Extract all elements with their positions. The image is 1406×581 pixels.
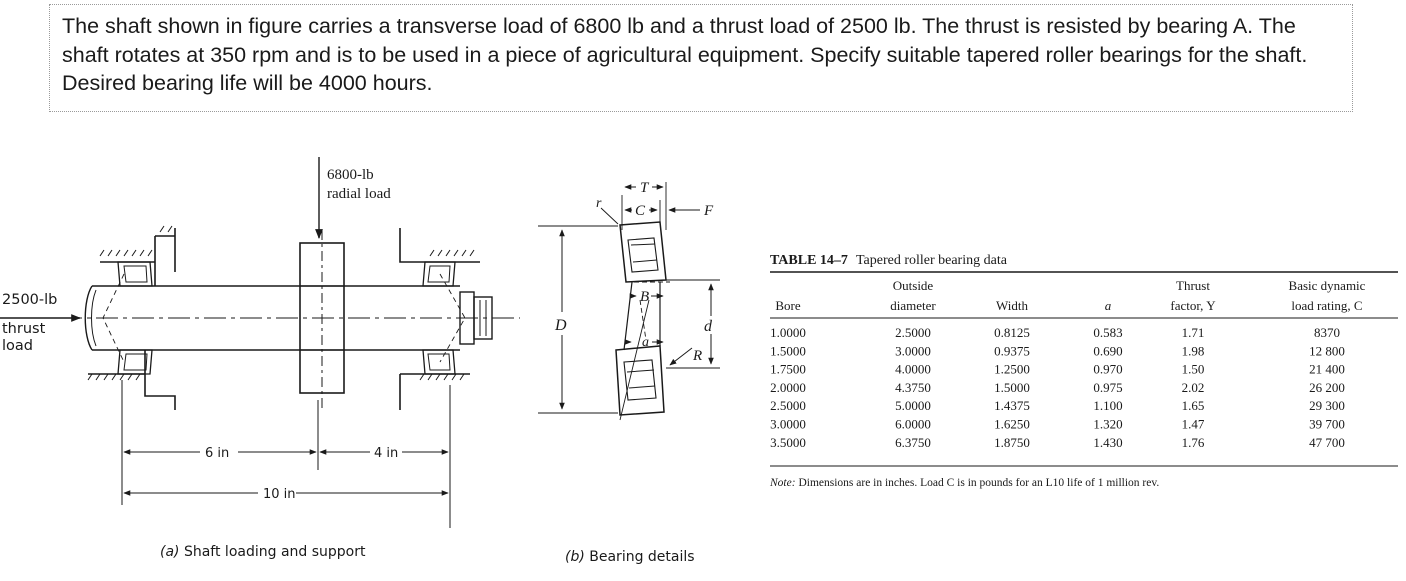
table-header-1-1: diameter [890, 298, 936, 313]
table-header-4-1: factor, Y [1170, 298, 1216, 313]
table-cell: 0.970 [1093, 361, 1123, 377]
table-cell: 1.5000 [994, 379, 1030, 395]
label-T: T [640, 180, 649, 196]
table-cell: 0.975 [1093, 379, 1123, 395]
label-F: F [704, 203, 714, 219]
label-R: R [693, 348, 703, 364]
problem-text: The shaft shown in figure carries a transverse load of 6800 lb and a thrust load of 2500 lb. The thrust is resisted by bearing A. The shaft rotates at 350 rpm and is to be used in a piece of agricultural equipment. Specify suitable tapered roller bearings for the shaft. Desired bearing life will be 4000 hours. [62, 14, 1308, 95]
table-cell: 4.0000 [895, 361, 931, 377]
table-cell: 29 300 [1309, 398, 1345, 414]
table-cell: 1.98 [1181, 343, 1205, 359]
bearing-data-table [769, 253, 1398, 489]
table-cell: 6.3750 [895, 434, 931, 450]
table-cell: 1.8750 [994, 434, 1030, 450]
table-cell: 1.65 [1181, 398, 1205, 414]
table-header-1-0: Outside [892, 278, 934, 293]
radial-load-label-2: radial load [327, 186, 391, 202]
table-cell: 8370 [1314, 325, 1340, 340]
label-C: C [635, 203, 646, 219]
table-cell: 1.6250 [994, 416, 1030, 432]
caption-b: (b) Bearing details [565, 549, 695, 565]
label-B: B [640, 289, 650, 305]
dim-4in: 4 in [374, 446, 399, 461]
table-cell: 1.5000 [770, 343, 806, 359]
table-note: Note: Dimensions are in inches. Load C is in pounds for an L10 life of 1 million rev. [770, 477, 1160, 489]
table-cell: 4.3750 [895, 379, 931, 395]
table-cell: 26 200 [1309, 379, 1345, 395]
table-cell: 1.0000 [770, 325, 806, 340]
table-cell: 2.5000 [770, 398, 806, 414]
table-cell: 1.7500 [770, 361, 806, 377]
caption-a: (a) Shaft loading and support [160, 544, 366, 560]
label-d: d [704, 318, 712, 335]
table-cell: 6.0000 [895, 416, 931, 432]
label-a: a [642, 335, 649, 350]
label-r: r [596, 196, 602, 211]
table-cell: 0.8125 [994, 325, 1030, 340]
table-header-5-0: Basic dynamic [1288, 278, 1366, 293]
table-cell: 47 700 [1309, 434, 1345, 450]
thrust-label-3: load [2, 338, 33, 354]
table-cell: 0.583 [1093, 325, 1123, 340]
bearing-cup-top [620, 222, 666, 282]
bearing-cup-bottom [616, 346, 664, 415]
table-cell: 0.9375 [994, 343, 1030, 359]
table-cell: 1.47 [1181, 416, 1205, 432]
table-header-4-0: Thrust [1176, 278, 1210, 293]
table-cell: 3.0000 [770, 416, 806, 432]
table-cell: 1.4375 [994, 398, 1030, 414]
table-cell: 3.5000 [770, 434, 806, 450]
table-cell: 1.430 [1093, 434, 1123, 450]
table-cell: 2.0000 [770, 379, 806, 395]
radial-load-label-1: 6800-lb [327, 167, 374, 183]
table-cell: 0.690 [1093, 343, 1123, 359]
label-D: D [555, 317, 567, 334]
table-cell: 39 700 [1309, 416, 1345, 432]
table-header-5-1: load rating, C [1291, 298, 1363, 313]
table-cell: 1.76 [1181, 434, 1205, 450]
table-header-3-0: a [1104, 298, 1112, 313]
table-cell: 1.100 [1093, 398, 1123, 414]
table-cell: 2.5000 [895, 325, 931, 340]
table-cell: 12 800 [1309, 343, 1345, 359]
bearing-b [400, 228, 480, 410]
table-cell: 1.71 [1181, 325, 1205, 340]
table-cell: 21 400 [1309, 361, 1345, 377]
thrust-label-2: thrust [2, 321, 46, 337]
shaft-figure [0, 157, 520, 560]
table-cell: 2.02 [1181, 379, 1205, 395]
dim-6in: 6 in [205, 446, 230, 461]
table-cell: 3.0000 [895, 343, 931, 359]
table-header-0-0: Bore [775, 298, 801, 313]
table-title: TABLE 14–7 Tapered roller bearing data [770, 253, 1007, 268]
dim-10in: 10 in [263, 487, 296, 502]
bearing-detail-figure [538, 180, 720, 565]
table-cell: 1.50 [1181, 361, 1205, 377]
table-cell: 1.2500 [994, 361, 1030, 377]
table-cell: 5.0000 [895, 398, 931, 414]
table-cell: 1.320 [1093, 416, 1123, 432]
thrust-label-1: 2500-lb [2, 292, 58, 308]
table-header-2-0: Width [996, 298, 1028, 313]
